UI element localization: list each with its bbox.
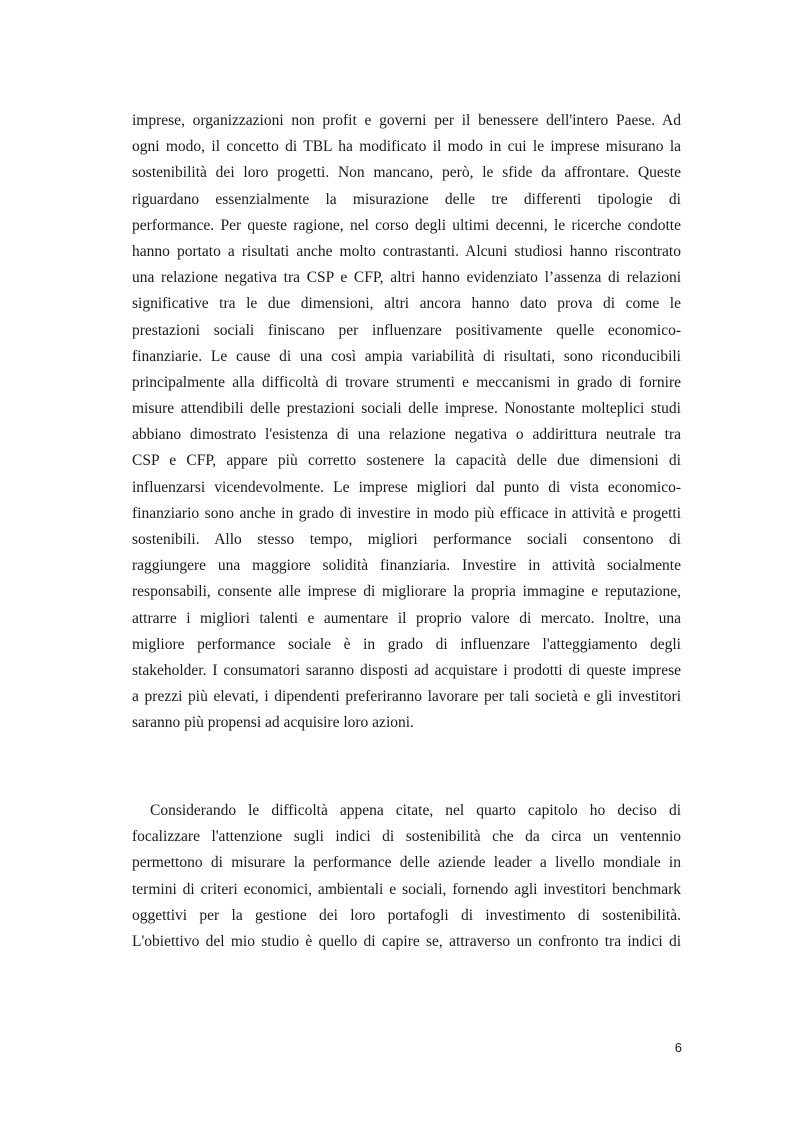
paragraph-line: misure attendibili delle prestazioni sociali delle imprese. Nonostante molteplici studi bbox=[132, 400, 681, 418]
paragraph-line: a prezzi più elevati, i dipendenti preferiranno lavorare per tali società e gli investitori bbox=[132, 688, 681, 706]
paragraph-line: influenzarsi vicendevolmente. Le imprese migliori dal punto di vista economico- bbox=[132, 478, 681, 496]
paragraph-line: focalizzare l'attenzione sugli indici di sostenibilità che da circa un ventennio bbox=[132, 828, 681, 846]
paragraph-line: una relazione negativa tra CSP e CFP, altri hanno evidenziato l’assenza di relazioni bbox=[132, 269, 681, 287]
paragraph-line: permettono di misurare la performance delle aziende leader a livello mondiale in bbox=[132, 854, 681, 872]
paragraph-line: abbiano dimostrato l'esistenza di una relazione negativa o addirittura neutrale tra bbox=[132, 426, 681, 444]
paragraph-1 bbox=[132, 108, 681, 737]
paragraph-line: migliore performance sociale è in grado di influenzare l'atteggiamento degli bbox=[132, 635, 681, 653]
paragraph-line: CSP e CFP, appare più corretto sostenere la capacità delle due dimensioni di bbox=[132, 452, 681, 470]
paragraph-line: responsabili, consente alle imprese di migliorare la propria immagine e reputazione, bbox=[132, 583, 681, 601]
paragraph-line: sostenibili. Allo stesso tempo, migliori performance sociali consentono di bbox=[132, 531, 681, 548]
paragraph-line: Considerando le difficoltà appena citate, nel quarto capitolo ho deciso di bbox=[150, 802, 681, 819]
paragraph-line: significative tra le due dimensioni, altri ancora hanno dato prova di come le bbox=[132, 295, 681, 313]
paragraph-line: imprese, organizzazioni non profit e governi per il benessere dell'intero Paese. Ad bbox=[132, 112, 681, 129]
paragraph-2 bbox=[132, 798, 681, 955]
paragraph-line: termini di criteri economici, ambientali e sociali, fornendo agli investitori benchmark bbox=[132, 880, 681, 898]
paragraph-line: prestazioni sociali finiscano per influenzare positivamente quelle economico- bbox=[132, 321, 681, 339]
paragraph-line: attrarre i migliori talenti e aumentare il proprio valore di mercato. Inoltre, una bbox=[132, 609, 681, 627]
paragraph-line: raggiungere una maggiore solidità finanziaria. Investire in attività socialmente bbox=[132, 557, 681, 575]
paragraph-line: riguardano essenzialmente la misurazione delle tre differenti tipologie di bbox=[132, 190, 681, 208]
paragraph-line: finanziarie. Le cause di una così ampia variabilità di risultati, sono riconducibili bbox=[132, 347, 681, 365]
page-number: 6 bbox=[674, 1040, 682, 1055]
paragraph-line: principalmente alla difficoltà di trovare strumenti e meccanismi in grado di fornire bbox=[132, 373, 681, 391]
paragraph-line: saranno più propensi ad acquisire loro azioni. bbox=[132, 714, 414, 732]
paragraph-line: oggettivi per la gestione dei loro portafogli di investimento di sostenibilità. bbox=[132, 906, 681, 924]
paragraph-line: L'obiettivo del mio studio è quello di capire se, attraverso un confronto tra indici di bbox=[132, 932, 681, 950]
paragraph-line: stakeholder. I consumatori saranno disposti ad acquistare i prodotti di queste imprese bbox=[132, 661, 681, 679]
paragraph-line: finanziario sono anche in grado di investire in modo più efficace in attività e progetti bbox=[132, 504, 681, 522]
paragraph-line: sostenibilità dei loro progetti. Non mancano, però, le sfide da affrontare. Queste bbox=[132, 164, 681, 182]
paragraph-line: ogni modo, il concetto di TBL ha modificato il modo in cui le imprese misurano la bbox=[132, 138, 681, 156]
paragraph-line: performance. Per queste ragione, nel corso degli ultimi decenni, le ricerche condotte bbox=[132, 216, 681, 234]
paragraph-line: hanno portato a risultati anche molto contrastanti. Alcuni studiosi hanno riscontrato bbox=[132, 242, 681, 260]
